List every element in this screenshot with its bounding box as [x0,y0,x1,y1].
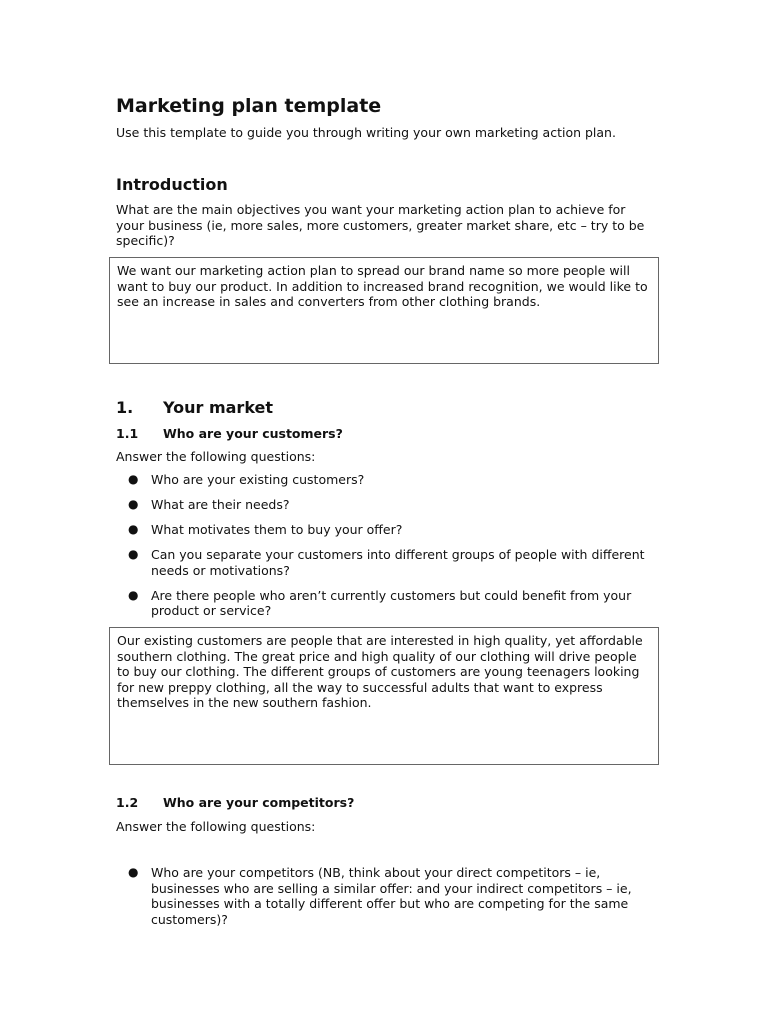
bullet-icon: ● [128,587,139,602]
subsection-1-2-instruction: Answer the following questions: [116,819,316,834]
list-item-text: Who are your competitors (NB, think about your direct competitors – ie, businesses who are selling a similar offer: and your indirect competitors – ie, businesses with a totally different offer but who are competing for the same customers)? [151,865,632,927]
subsection-1-2-title: Who are your competitors? [163,795,355,810]
section-1-title: Your market [163,398,274,417]
bullet-icon: ● [128,472,139,486]
introduction-question: What are the main objectives you want your marketing action plan to achieve for your business (ie, more sales, more customers, greater market share, etc – try to be specific)? [116,202,645,248]
bullet-icon: ● [128,547,139,561]
subsection-1-1-number: 1.1 [116,426,139,441]
document-title: Marketing plan template [116,95,382,117]
bullet-icon: ● [128,865,139,879]
customers-answer-box[interactable]: Our existing customers are people that are interested in high quality, yet affordable southern clothing. The great price and high quality of our clothing will drive people to buy our clothing. The different groups of customers are young teenagers looking for new preppy clothing, all the way to successful adults that want to express themselves in the new southern fashion. [109,627,659,765]
introduction-answer-box[interactable]: We want our marketing action plan to spread our brand name so more people will want to buy our product. In addition to increased brand recognition, we would like to see an increase in sales and converters from other clothing brands. [109,257,659,364]
list-item-text: What motivates them to buy your offer? [151,522,403,537]
document-intro-line: Use this template to guide you through writing your own marketing action plan. [116,125,616,140]
introduction-heading: Introduction [116,175,228,194]
list-item-text: What are their needs? [151,497,290,512]
subsection-1-2-number: 1.2 [116,795,139,810]
list-item [116,522,656,538]
list-item [116,472,656,488]
bullet-icon: ● [128,497,139,511]
list-item [116,497,656,513]
customer-questions-list [116,472,656,628]
section-1-number: 1. [116,398,134,417]
list-item [116,865,656,927]
list-item [116,547,656,578]
subsection-1-1-title: Who are your customers? [163,426,343,441]
list-item [116,588,656,619]
list-item-text: Can you separate your customers into different groups of people with different needs or motivations? [151,547,645,578]
list-item-text: Who are your existing customers? [151,472,365,487]
subsection-1-1-instruction: Answer the following questions: [116,449,316,464]
bullet-icon: ● [128,522,139,536]
competitor-questions-list [116,865,656,937]
list-item-text: Are there people who aren’t currently customers but could benefit from your product or service? [151,587,632,618]
